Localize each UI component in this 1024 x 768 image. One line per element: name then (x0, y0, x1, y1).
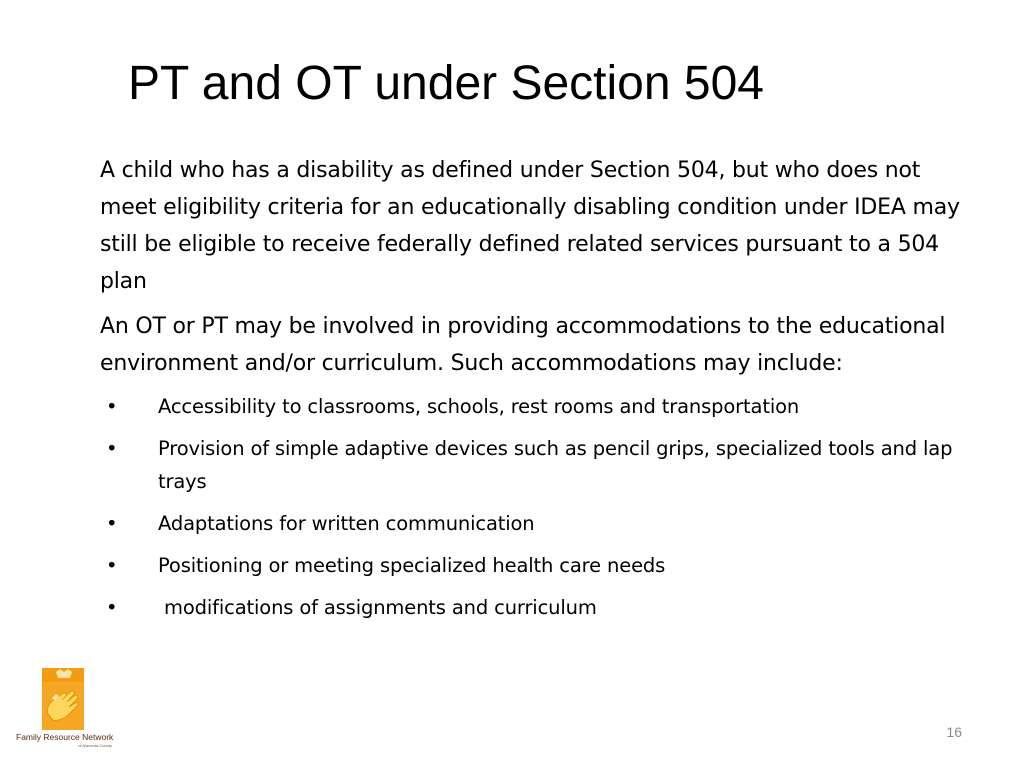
list-item-text: Accessibility to classrooms, schools, rest rooms and transportation (158, 395, 800, 418)
hands-icon (42, 668, 84, 730)
list-item (100, 390, 970, 423)
slide-body (100, 152, 970, 633)
list-item-text: Positioning or meeting specialized health care needs (158, 554, 666, 577)
list-item (100, 432, 970, 498)
logo-subtitle: of Alameda County (78, 743, 112, 748)
family-resource-network-logo (16, 668, 116, 750)
paragraph-eligibility: A child who has a disability as defined under Section 504, but who does not meet eligibility criteria for an educationally disabling condition under IDEA may still be eligible to receive federally defined related services pursuant to a 504 plan (100, 158, 960, 294)
bullet-icon: • (106, 596, 118, 619)
bullet-icon: • (106, 437, 118, 460)
logo-name: Family Resource Network (16, 732, 114, 742)
list-item-text: Provision of simple adaptive devices such as pencil grips, specialized tools and lap trays (158, 437, 953, 493)
accommodations-list (100, 390, 970, 624)
slide-title: PT and OT under Section 504 (128, 57, 764, 110)
list-item (100, 549, 970, 582)
list-item (100, 507, 970, 540)
page-number: 16 (946, 724, 962, 740)
paragraph-accommodations: An OT or PT may be involved in providing accommodations to the educational environment and/or curriculum. Such accommodations may include: (100, 314, 946, 376)
bullet-icon: • (106, 395, 118, 418)
bullet-icon: • (106, 512, 118, 535)
list-item-text: modifications of assignments and curriculum (158, 596, 597, 619)
bullet-icon: • (106, 554, 118, 577)
list-item-text: Adaptations for written communication (158, 512, 535, 535)
list-item (100, 591, 970, 624)
